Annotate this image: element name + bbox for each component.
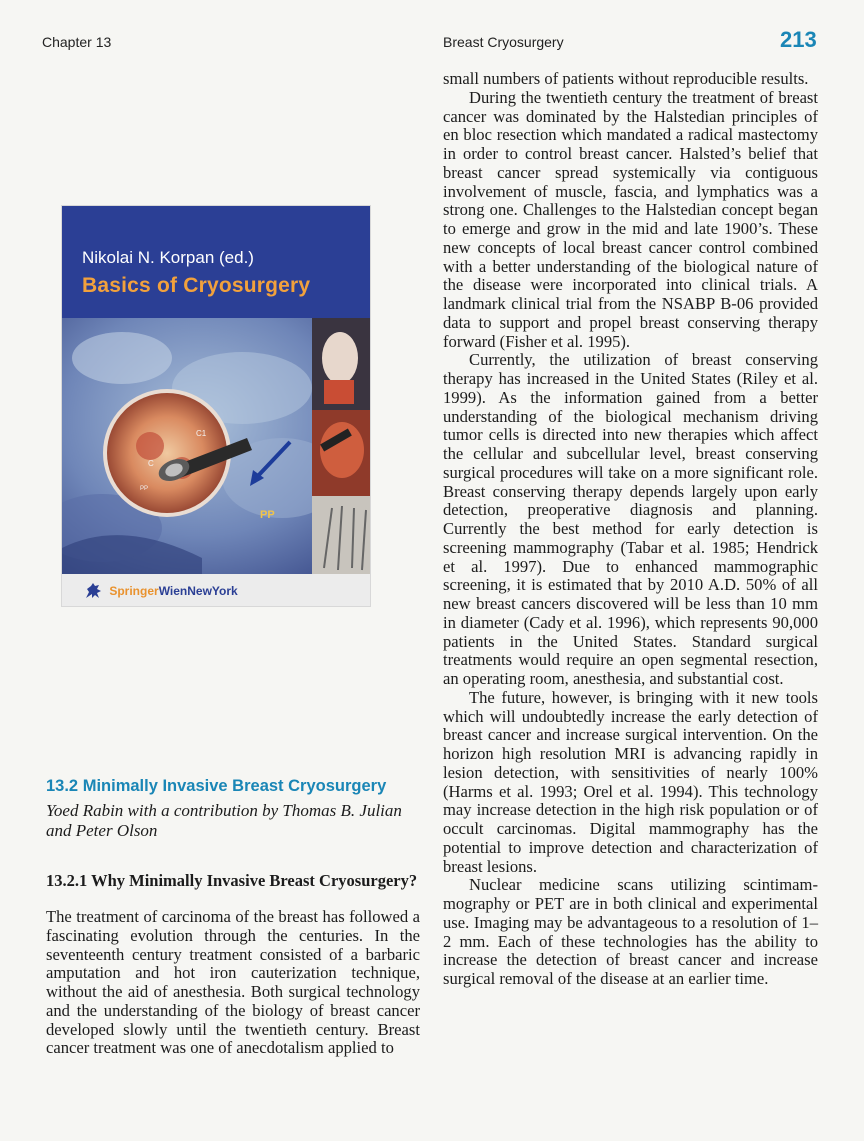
subsection-title: 13.2.1 Why Minimally Invasive Breast Cryosurgery? [46,871,418,890]
springer-horse-icon [84,585,106,599]
photo-label-c: C [148,459,154,468]
running-title: Breast Cryosurgery [443,34,564,50]
photo-label-pp-small: PP [140,486,149,492]
body-paragraph: Currently, the utilization of breast conserving therapy has increased in the United States (Riley et al. 1999). As the information gained from a better understanding of the biological mechanism driving tumor cells is directed into new therapies which affect the cellular and subcellular level, breast conserving surgical procedures will take on a more significant role. Breast conserving therapy depends largely upon early detection, preoperative diagnosis and planning. Currently the best method for early detection is screening mammography (Tabar et al. 1985; Hendrick et al. 1997). Due to enhanced mammographic screening, it is estimated that by 2010 A.D. 50% of all new breast cancers discovered will be less than 10 mm in diameter (Cady et al. 1996), which represents 90,000 patients in the United States. Standard surgical treatments would require an open segmental resection, an operating room, anesthesia, and substantial cost. [443,350,818,688]
body-paragraph: The future, however, is bringing with it new tools which will undoubtedly increase the early detection of breast cancer and increase surgical intervention. On the horizon high resolution MRI is advancing rapidly in lesion detection, with sensitivities of nearly 100% (Harms et al. 1993; Orel et al. 1994). This technology may increase detection in the high risk population or of occult carcinomas. Digital mammography has the potential to improve detection and characterization of breast lesions. [443,687,818,876]
body-paragraph: The treatment of carcinoma of the breast has followed a fascinating evolution through the centuries. In the seventeenth century treatment consisted of a barbaric amputation and hot iron cauterization technique, without the aid of anesthesia. Both surgical technology and the understanding of the biology of breast cancer developed slowly until the twentieth century. Breast cancer treatment was one of anecdotalism applied to [46,907,420,1058]
photo-label-pp: PP [260,509,275,521]
photo-label-c1: C1 [196,429,207,438]
cover-surgery-photo [62,318,370,574]
cover-publisher [84,584,238,599]
book-cover-figure [62,206,370,606]
right-column [443,70,818,989]
section-authors: Yoed Rabin with a contribution by Thomas B. Julian and Peter Olson [46,801,402,840]
cover-author: Nikolai N. Korpan (ed.) [82,248,254,267]
page-number: 213 [780,27,817,52]
publisher-brand: Springer [109,584,159,598]
cover-title: Basics of Cryosurgery [82,274,311,297]
body-paragraph: Nuclear medicine scans utilizing scintimammography or PET are in both clinical and experimental use. Imaging may be advantageous to a resolution of 1–2 mm. Each of these technologies has the ability to increase the detection of breast cancer and increase surgical removal of the disease at an earlier time. [443,875,818,988]
body-paragraph: During the twentieth century the treatment of breast cancer was dominated by the Halstedian principles of en bloc resection which mandated a radical mastectomy in order to control breast cancer. Halsted’s belief that breast cancer spread systemically via contiguous involvement of muscle, fascia, and lymphatics was a strong one. Challenges to the Halstedian concept began to emerge and grow in the mid and late 1900’s. These new concepts of local breast cancer control combined with a better understanding of the biological nature of the disease were incorporated into clinical trials. A landmark clinical trial from the NSABP B-06 provided data to support and propel breast conserving therapy forward (Fisher et al. 1995). [443,87,818,351]
section-title: 13.2 Minimally Invasive Breast Cryosurgery [46,777,387,795]
chapter-label: Chapter 13 [42,34,112,50]
body-paragraph: small numbers of patients without reproducible results. [443,69,809,88]
left-column [46,776,420,1058]
publisher-location: WienNewYork [158,584,238,598]
